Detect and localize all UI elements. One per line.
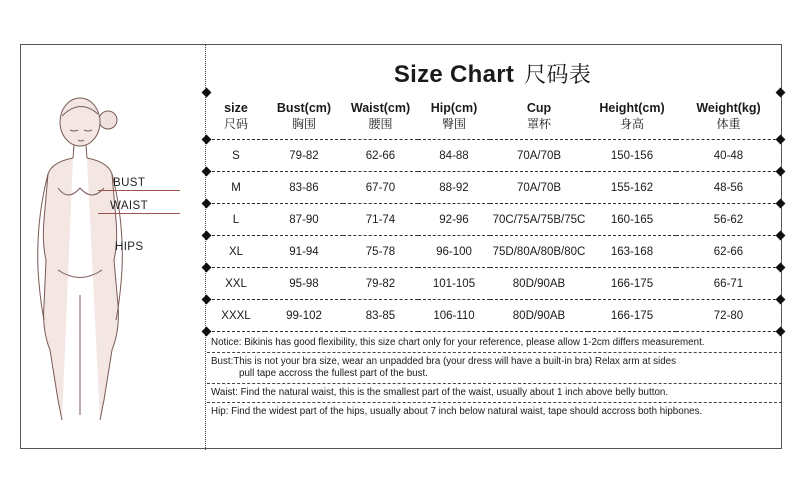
table-cell: 96-100: [436, 245, 472, 258]
table-cell: 70A/70B: [516, 149, 562, 162]
table-cell: 84-88: [439, 149, 469, 162]
waist-label: WAIST: [110, 200, 148, 212]
table-cell: 99-102: [286, 309, 322, 322]
table-cell: 87-90: [289, 213, 319, 226]
table-cell: 67-70: [365, 181, 396, 194]
note-bust-line2: pull tape accross the fullest part of the bust.: [239, 368, 428, 379]
table-cell: 95-98: [289, 277, 319, 290]
table-cell: 79-82: [365, 277, 396, 290]
table-cell: 83-85: [365, 309, 396, 322]
table-row: [207, 268, 781, 300]
table-cell: 80D/90AB: [512, 309, 566, 322]
table-cell: 72-80: [713, 309, 744, 322]
table-cell: 40-48: [713, 149, 744, 162]
table-cell: XXXL: [221, 309, 251, 322]
notes-section: [207, 334, 782, 421]
note-bust: [207, 353, 782, 384]
table-cell: 75-78: [365, 245, 396, 258]
table-cell: 155-162: [610, 181, 654, 194]
table-cell: 166-175: [610, 309, 654, 322]
table-cell: 70A/70B: [516, 181, 562, 194]
table-cell: 101-105: [432, 277, 476, 290]
table-row: [207, 236, 781, 268]
table-header-row: [207, 93, 781, 140]
col-hip: Hip(cm) 臀围: [430, 101, 478, 131]
table-cell: 83-86: [289, 181, 319, 194]
table-cell: 48-56: [713, 181, 744, 194]
body-figure-illustration: [22, 70, 202, 440]
table-cell: 88-92: [439, 181, 469, 194]
table-cell: 66-71: [713, 277, 744, 290]
table-cell: 166-175: [610, 277, 654, 290]
table-cell: 70C/75A/75B/75C: [492, 213, 586, 226]
title-zh: 尺码表: [524, 63, 592, 88]
col-weight: Weight(kg) 体重: [696, 101, 761, 131]
table-cell: 163-168: [610, 245, 654, 258]
note-hip: Hip: Find the widest part of the hips, usually about 7 inch below natural waist, tape should accross both hipbones.: [211, 406, 703, 417]
table-row: [207, 140, 781, 172]
waist-line: [98, 213, 180, 214]
bust-label: BUST: [113, 177, 146, 189]
col-size: size 尺码: [223, 101, 248, 131]
col-bust: Bust(cm) 胸围: [276, 101, 332, 131]
table-cell: S: [232, 149, 240, 162]
note-bust-line1: Bust:This is not your bra size, wear an unpadded bra (your dress will have a built-in bra) Relax arm at sides: [211, 356, 677, 367]
col-waist: Waist(cm) 腰围: [350, 101, 411, 131]
col-height: Height(cm) 身高: [599, 101, 665, 131]
table-cell: 79-82: [289, 149, 319, 162]
table-cell: 75D/80A/80B/80C: [492, 245, 586, 258]
bust-line: [98, 190, 180, 191]
table-cell: 91-94: [289, 245, 319, 258]
table-cell: 56-62: [713, 213, 744, 226]
col-cup: Cup 罩杯: [526, 101, 552, 131]
table-row: [207, 204, 781, 236]
table-cell: XXL: [225, 277, 247, 290]
title-text: Size Chart: [393, 61, 515, 88]
table-cell: 62-66: [713, 245, 744, 258]
table-cell: 160-165: [610, 213, 654, 226]
table-cell: M: [231, 181, 241, 194]
note-waist: Waist: Find the natural waist, this is the smallest part of the waist, usually about 1 inch above belly button.: [207, 384, 782, 403]
table-row: [207, 172, 781, 204]
divider-line: [205, 44, 206, 450]
table-row: [207, 300, 781, 332]
hips-label: HIPS: [115, 241, 144, 253]
table-cell: L: [232, 213, 240, 226]
page-title: [205, 58, 780, 89]
size-table: [207, 93, 781, 332]
table-cell: 71-74: [365, 213, 396, 226]
table-cell: 92-96: [439, 213, 469, 226]
table-cell: 80D/90AB: [512, 277, 566, 290]
table-cell: XL: [228, 245, 244, 258]
note-notice: Notice: Bikinis has good flexibility, this size chart only for your reference, please allow 1-2cm differs measurement.: [207, 334, 782, 353]
table-cell: 106-110: [433, 309, 475, 322]
table-cell: 150-156: [610, 149, 654, 162]
table-cell: 62-66: [365, 149, 396, 162]
